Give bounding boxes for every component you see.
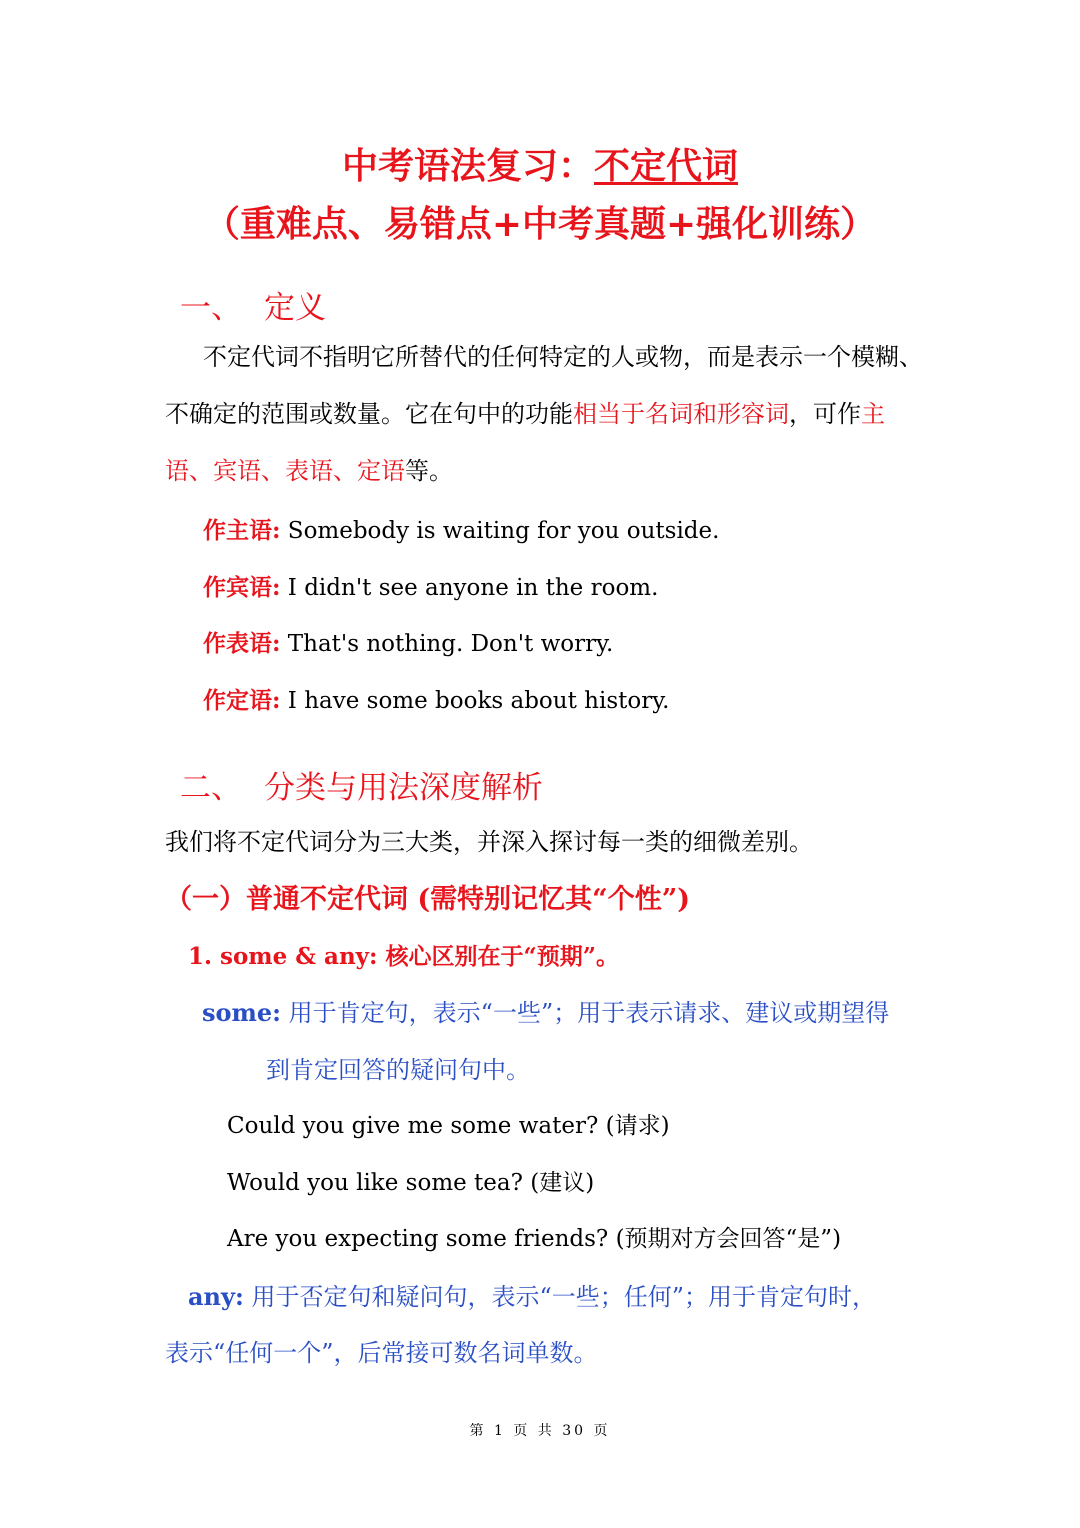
definition-highlight-function: 相当于名词和形容词 [573, 400, 789, 428]
some-example: Are you expecting some friends? (预期对方会回答“是”) [227, 1226, 842, 1252]
example-sentence: Somebody is waiting for you outside. [280, 518, 720, 544]
section-2-title: 分类与用法深度解析 [264, 770, 543, 806]
example-label: 作主语: [203, 517, 281, 544]
definition-highlight-roles: 主语、宾语、表语、定语 [165, 400, 885, 485]
definition-text-a: 不定代词不指明它所替代的任何特定的人或物，而是表示一个模糊、不确定的范围或数量。它在句中的功能 [165, 343, 923, 428]
subsection-heading: （一）普通不定代词 (需特别记忆其“个性”) [165, 884, 691, 915]
title-line-2: （重难点、易错点+中考真题+强化训练） [203, 204, 877, 245]
example-sentence: I didn't see anyone in the room. [280, 575, 659, 601]
title-prefix: 中考语法复习： [341, 146, 594, 187]
some-definition-line-1 [202, 993, 889, 1028]
any-definition-line-1 [188, 1277, 876, 1312]
example-attributive [203, 682, 669, 715]
section-2-intro: 我们将不定代词分为三大类，并深入探讨每一类的细微差别。 [165, 828, 813, 856]
section-2-number: 二、 [180, 770, 242, 806]
definition-text-b: ，可作 [789, 400, 861, 428]
example-label: 作表语: [203, 630, 281, 657]
section-1-heading [180, 282, 326, 327]
example-object [203, 569, 658, 602]
some-definition-text: 用于肯定句，表示“一些”；用于表示请求、建议或期望得 [281, 999, 890, 1027]
keyword-some: some: [202, 998, 282, 1027]
any-definition-text: 用于否定句和疑问句，表示“一些；任何”；用于肯定句时， [243, 1283, 876, 1311]
title-topic: 不定代词 [594, 146, 739, 187]
point-heading-some-any: 1. some & any: 核心区别在于“预期”。 [188, 943, 620, 970]
example-label: 作宾语: [203, 574, 281, 601]
example-subject [203, 512, 719, 545]
page-number-footer: 第 1 页 共 30 页 [469, 1423, 611, 1439]
section-2-heading [180, 762, 543, 807]
some-definition-line-2: 到肯定回答的疑问句中。 [266, 1056, 530, 1084]
any-definition-line-2: 表示“任何一个”，后常接可数名词单数。 [165, 1339, 598, 1367]
example-label: 作定语: [203, 687, 281, 714]
section-1-title: 定义 [264, 290, 326, 326]
some-example: Could you give me some water? (请求) [227, 1113, 670, 1139]
definition-text-c: 等。 [405, 457, 453, 485]
example-sentence: I have some books about history. [280, 688, 670, 714]
example-predicative [203, 625, 613, 658]
title-line-1 [0, 138, 1080, 189]
section-1-number: 一、 [180, 290, 242, 326]
keyword-any: any: [188, 1282, 244, 1311]
definition-paragraph [165, 329, 925, 500]
some-example: Would you like some tea? (建议) [227, 1170, 595, 1196]
example-sentence: That's nothing. Don't worry. [280, 631, 614, 657]
